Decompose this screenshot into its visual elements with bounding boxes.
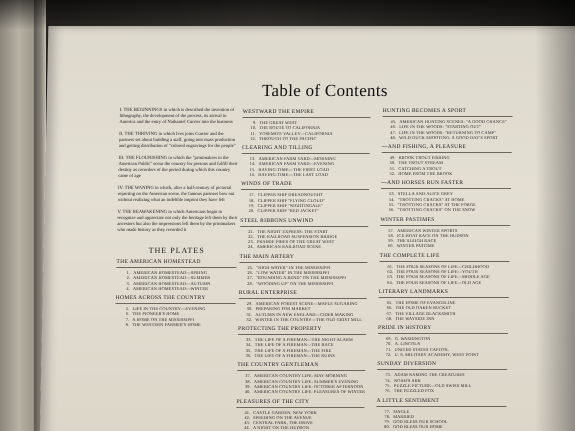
plate-number: 55.: [388, 201, 395, 207]
plate-number: 45.: [390, 119, 397, 124]
plate-title: THE WESTERN FARMER'S HOME: [132, 322, 201, 328]
plate-entry: [381, 171, 511, 176]
plate-title: CENTRAL PARK, THE DRIVE: [253, 420, 314, 426]
plate-entry: [382, 135, 512, 140]
plate-number: 38.: [245, 378, 252, 384]
plate-title: CLIPPER SHIP "RED JACKET": [257, 208, 320, 214]
plate-entry: [236, 425, 364, 430]
plate-title: CLIPPER SHIP DREADNOUGHT: [257, 192, 323, 198]
plate-entry: [239, 281, 367, 286]
section-heading: —AND HORSES RUN FASTER: [381, 180, 464, 187]
plate-title: THE ROUTE TO CALIFORNIA: [259, 125, 321, 131]
plate-number: 34.: [245, 342, 252, 348]
page-title: Table of Contents: [261, 81, 388, 100]
plate-title: THE FOUR SEASONS OF LIFE—OLD AGE: [395, 279, 482, 285]
plate-number: 26.: [247, 270, 254, 276]
plate-entry: [380, 243, 510, 248]
section-heading: HOMES ACROSS THE COUNTRY: [115, 295, 206, 302]
plate-number: 39.: [244, 383, 251, 389]
section-heading: THE COUNTRY GENTLEMAN: [237, 362, 319, 369]
plate-number: 78.: [384, 413, 391, 419]
plate-number: 19.: [248, 202, 255, 208]
section-rule: [382, 116, 512, 117]
plate-number: 74.: [385, 377, 392, 383]
plate-title: A NIGHT ON THE HUDSON: [252, 425, 310, 431]
plate-title: HOME FROM THE BROOK: [398, 171, 453, 177]
intro-chapter: [119, 132, 239, 150]
section-heading: CLEARING AND TILLING: [241, 145, 313, 152]
plate-title: PREPARING FOR MARKET: [255, 306, 311, 312]
plate-number: 66.: [386, 305, 393, 311]
plate-title: "TROTTING CRACKS" ON THE SNOW: [397, 207, 476, 213]
plate-title: AMERICAN HOMESTEAD—AUTUMN: [132, 280, 211, 286]
plate-number: 2.: [126, 275, 131, 281]
plate-title: THE OLD OAKEN BUCKET: [395, 305, 452, 311]
plate-title: THE PIONEER'S HOME: [132, 311, 180, 317]
plate-title: A. LINCOLN: [394, 341, 421, 347]
plate-number: 57.: [388, 227, 395, 233]
plate-title: NOAH'S ARK: [393, 377, 422, 383]
section-rule: [116, 303, 236, 304]
plate-number: 61.: [387, 263, 394, 269]
plate-number: 25.: [247, 264, 254, 270]
plate-number: 37.: [245, 373, 252, 379]
plate-title: THE NIGHT EXPRESS: THE START: [257, 228, 329, 234]
plate-number: 64.: [387, 279, 394, 285]
plate-entry: [380, 207, 510, 212]
plate-title: THE LIFE OF A FIREMAN—THE FIRE: [254, 347, 332, 353]
right-shadow: [535, 0, 575, 431]
plate-title: HAYING-TIME—THE FIRST LOAD: [258, 166, 330, 172]
plate-number: 47.: [390, 129, 397, 135]
section-rule: [379, 297, 509, 298]
plate-entry: [379, 280, 509, 285]
plate-title: LIFE IN THE WOODS: "STARTING OUT": [399, 124, 482, 130]
plate-entry: [377, 388, 507, 393]
chapter-number: I.: [119, 108, 123, 113]
plate-number: 67.: [386, 310, 393, 316]
chapter-number: IV.: [117, 186, 124, 191]
section-rule: [116, 267, 236, 268]
intro-chapter: [119, 108, 239, 126]
plate-entry: [238, 317, 366, 322]
plate-title: GOD BLESS OUR SCHOOL: [393, 419, 448, 425]
plate-entry: [115, 322, 235, 327]
plate-number: 43.: [244, 420, 251, 426]
plate-number: 33.: [245, 337, 252, 343]
plate-number: 15.: [249, 166, 256, 172]
chapter-text: THE THRIVING in which Ives joins Currier and the partners set about building a staff, going into mass production and getting distribution of "colored engravings for the people": [118, 132, 236, 149]
plate-number: 13.: [249, 156, 256, 162]
section-rule: [238, 334, 366, 335]
plate-title: THE FOUR SEASONS OF LIFE—MIDDLE AGE: [396, 274, 490, 280]
plate-number: 77.: [384, 408, 391, 414]
plate-title: THE RAILROAD SUSPENSION BRIDGE: [256, 233, 338, 239]
plate-number: 7.: [125, 316, 130, 322]
plate-number: 70.: [385, 341, 392, 347]
plate-title: AMERICAN RAILROAD SCENE: [256, 244, 322, 250]
intro-chapters: [117, 108, 240, 234]
plate-title: ICE-BOAT RACE ON THE HUDSON: [396, 232, 469, 238]
plate-title: THE WAYSIDE INN: [395, 315, 435, 321]
plate-number: 72.: [385, 352, 392, 358]
plate-title: GOD BLESS OUR HOME: [392, 424, 443, 430]
plate-number: 52.: [389, 171, 396, 177]
column-3: [376, 104, 513, 430]
plate-number: 1.: [126, 270, 131, 275]
plate-number: 4.: [126, 285, 130, 291]
plate-number: 35.: [245, 347, 252, 353]
plate-title: BROOK TROUT FISHING: [398, 155, 450, 161]
plate-number: 17.: [248, 192, 255, 198]
plate-number: 42.: [244, 414, 251, 420]
section-heading: PLEASURES OF THE CITY: [236, 398, 310, 405]
section-heading: PRIDE IN HISTORY: [378, 325, 432, 332]
plate-number: 69.: [385, 336, 392, 342]
plate-title: THE TROUT STREAM: [398, 160, 444, 166]
plate-entry: [242, 136, 370, 141]
section-heading: STEEL RIBBONS UNWIND: [240, 217, 314, 224]
top-shadow: [0, 0, 575, 30]
plate-number: 3.: [126, 280, 131, 286]
section-rule: [376, 406, 506, 407]
plate-number: 27.: [247, 275, 254, 281]
plate-number: 80.: [384, 424, 391, 430]
plate-number: 9.: [252, 120, 257, 125]
plate-number: 79.: [384, 419, 391, 425]
plate-title: YOSEMITE VALLEY—CALIFORNIA: [259, 130, 333, 136]
plate-number: 62.: [387, 269, 394, 275]
section-heading: HUNTING BECOMES A SPORT: [382, 108, 467, 114]
plate-number: 10.: [250, 125, 257, 131]
plate-number: 11.: [250, 130, 257, 136]
plate-number: 40.: [244, 389, 251, 395]
plate-title: THE LIFE OF A FIREMAN—THE RUINS: [254, 353, 336, 359]
section-heading: WESTWARD THE EMPIRE: [242, 109, 315, 115]
plate-title: AMERICAN COUNTRY LIFE: MAY MORNING: [254, 373, 348, 379]
plate-number: 6.: [125, 311, 130, 317]
section-heading: RURAL ENTERPRISE: [238, 289, 298, 296]
section-heading: SUNDAY DIVERSION: [377, 361, 437, 368]
plate-number: 63.: [387, 274, 394, 280]
plate-entry: [237, 389, 365, 394]
plate-title: AMERICAN COUNTRY LIFE: OCTOBER AFTERNOON: [253, 383, 364, 389]
plate-number: 44.: [244, 425, 251, 431]
plate-title: AMERICAN HOMESTEAD—WINTER: [132, 285, 209, 291]
section-heading: THE AMERICAN HOMESTEAD: [116, 259, 201, 265]
plate-title: "TROTTING CRACKS" AT HOME: [397, 196, 465, 202]
plate-title: CATCHING A TROUT: [398, 165, 442, 171]
section-rule: [237, 370, 365, 371]
plate-title: PRAIRIE FIRES OF THE GREAT WEST: [256, 239, 335, 245]
plate-number: 5.: [125, 306, 130, 312]
plate-title: AMERICAN HOMESTEAD—SPRING: [133, 270, 208, 275]
plate-title: AMERICAN HUNTING SCENES: "A GOOD CHANCE": [399, 119, 507, 124]
section-rule: [381, 188, 511, 189]
column-3-sections: [376, 108, 513, 430]
plate-number: 32.: [246, 316, 253, 322]
section-heading: WINDS OF TRADE: [241, 181, 293, 188]
plate-title: THE HOME OF EVANGELINE: [395, 299, 456, 305]
plate-number: 14.: [249, 161, 256, 167]
plate-number: 59.: [388, 238, 394, 244]
plate-number: 22.: [248, 233, 255, 239]
chapter-text: THE BEGINNINGS in which is described the invention of lithography, the development of the process, its arrival in America and the entry of Nathaniel Currier into the business: [119, 108, 235, 125]
section-heading: LITERARY LANDMARKS: [378, 288, 449, 295]
intro-chapter: [117, 210, 238, 234]
plate-number: 29.: [246, 300, 253, 306]
column-1: [115, 108, 240, 327]
plate-title: WILD DUCK SHOOTING: A GOOD DAY'S SPORT: [399, 134, 499, 140]
plate-entry: [240, 208, 368, 213]
plate-entry: [377, 352, 507, 357]
plate-number: 31.: [246, 311, 253, 317]
plate-title: THE LIFE OF A FIREMAN—THE NIGHT ALARM: [254, 337, 353, 343]
plate-title: THE FOUR SEASONS OF LIFE—CHILDHOOD: [396, 263, 490, 269]
plate-title: HAYING-TIME—THE LAST LOAD: [258, 172, 328, 178]
plate-number: 16.: [249, 172, 256, 178]
plate-number: 46.: [390, 124, 397, 130]
plate-number: 50.: [389, 160, 396, 166]
plate-title: AMERICAN FARM YARD—EVENING: [258, 161, 335, 167]
plate-title: "TROTTING CRACKS" AT THE FORGE: [397, 201, 476, 207]
plate-entry: [376, 424, 506, 429]
plate-number: 30.: [246, 306, 253, 312]
plate-number: 75.: [384, 382, 391, 388]
plate-title: THE FOUR SEASONS OF LIFE—YOUTH: [396, 269, 478, 275]
plate-entry: [378, 316, 508, 321]
plate-title: THE LIFE OF A FIREMAN—THE RACE: [254, 342, 334, 348]
section-rule: [380, 225, 510, 226]
column-1-sections: [115, 259, 236, 327]
plate-title: ADAM NAMING THE CREATURES: [394, 372, 465, 378]
plate-title: LIFE IN THE WOODS: "RETURNING TO CAMP": [399, 129, 497, 135]
plate-number: 68.: [386, 315, 393, 321]
plate-number: 56.: [388, 207, 395, 213]
plate-title: CLIPPER SHIP "FLYING CLOUD": [257, 197, 326, 203]
plate-number: 20.: [248, 208, 255, 214]
plate-number: 54.: [388, 196, 395, 202]
section-rule: [239, 262, 367, 263]
plate-number: 21.: [248, 228, 255, 234]
plate-title: STELLA AND ALICE GREY: [397, 191, 454, 197]
plate-title: THROUGH TO THE PACIFIC: [258, 135, 317, 141]
plate-number: 48.: [390, 134, 397, 140]
plate-number: 18.: [248, 197, 255, 203]
plate-title: WINTER PASTIME: [396, 243, 435, 249]
column-2: [236, 105, 371, 431]
plate-title: G. WASHINGTON: [394, 336, 431, 342]
plate-title: AMERICAN COUNTRY LIFE: SUMMER'S EVENING: [253, 378, 359, 384]
plate-title: SPEEDING ON THE AVENUE: [253, 414, 312, 420]
section-heading: WINTER PASTIMES: [380, 216, 435, 223]
plate-title: THE PUZZLED FOX: [393, 388, 435, 394]
plate-entry: [240, 244, 368, 249]
plate-number: 53.: [389, 191, 395, 197]
plate-number: 23.: [248, 239, 254, 245]
intro-chapter: [118, 186, 238, 204]
plate-number: 51.: [389, 165, 396, 171]
section-rule: [377, 369, 507, 370]
plate-title: "HIGH WATER" IN THE MISSISSIPPI: [256, 264, 331, 270]
plate-title: MARRIED: [393, 413, 415, 419]
plate-title: AMERICAN HOMESTEAD—SUMMER: [133, 275, 211, 281]
plate-entry: [237, 353, 365, 358]
section-rule: [239, 298, 367, 299]
plate-title: U. S. MILITARY ACADEMY, WEST POINT: [394, 352, 480, 358]
plate-title: WINTER IN THE COUNTRY—THE OLD GRIST MILL: [255, 316, 363, 322]
plate-title: AUTUMN IN NEW ENGLAND—CIDER MAKING: [255, 311, 354, 317]
plate-title: "ROUNDING A BEND" ON THE MISSISSIPPI: [256, 275, 347, 281]
plate-title: AMERICAN FOREST SCENE—MAPLE SUGARING: [255, 300, 358, 306]
chapter-number: III.: [118, 156, 125, 161]
section-rule: [241, 189, 369, 190]
plate-title: "LOW WATER" IN THE MISSISSIPPI: [256, 270, 330, 276]
section-heading: —AND FISHING, A PLEASURE: [381, 144, 467, 151]
section-rule: [242, 153, 370, 154]
plate-title: CLIPPER SHIP "NIGHTINGALE": [257, 202, 323, 208]
plate-entry: [241, 172, 369, 177]
section-heading: THE MAIN ARTERY: [239, 253, 295, 260]
plate-number: 24.: [247, 244, 254, 250]
chapter-number: II.: [119, 132, 124, 137]
plate-title: "WOODING UP" ON THE MISSISSIPPI: [255, 280, 334, 286]
section-rule: [242, 117, 370, 118]
chapter-number: V.: [117, 210, 122, 215]
plate-title: LIFE IN THE COUNTRY—EVENING: [132, 306, 206, 312]
plate-title: AMERICAN FARM YARD—MORNING: [258, 156, 336, 162]
plate-number: 76.: [384, 388, 391, 394]
plate-title: THE GREAT WEST: [259, 120, 298, 125]
plate-title: AMERICAN COUNTRY LIFE: PLEASURES OF WINTER: [253, 389, 366, 395]
plate-number: 8.: [125, 322, 130, 328]
section-rule: [378, 333, 508, 334]
plate-title: A HOME ON THE MISSISSIPPI: [132, 316, 195, 322]
plate-title: THE VILLAGE BLACKSMITH: [395, 310, 456, 316]
plate-number: 41.: [244, 409, 251, 415]
contents-page: [40, 26, 575, 431]
plate-entry: [116, 286, 236, 291]
plate-title: SINGLE: [393, 408, 410, 414]
section-heading: PROTECTING THE PROPERTY: [237, 326, 322, 333]
plate-number: 36.: [245, 353, 252, 359]
plate-number: 28.: [247, 280, 254, 286]
chapter-text: THE WANING in which, after a half-century of pictorial reporting on the American scene, the famous partners bow out without realizing what an indelible imprint they have left: [117, 186, 235, 203]
plate-title: CASTLE GARDEN, NEW YORK: [253, 409, 317, 415]
plate-title: UNITED STATES CAPITOL: [394, 346, 449, 352]
plate-title: PUZZLE PICTURE—OLD SWISS MILL: [393, 382, 472, 388]
plate-title: AMERICAN WINTER SPORTS: [397, 227, 458, 233]
chapter-text: THE REAWAKENING in which Americans begin to recognize and appreciate not only the heritage left them by their ancestors but also the impressions left them by the printmakers who made history as they recorded it: [117, 210, 238, 233]
plate-number: 73.: [385, 372, 392, 378]
intro-chapter: [118, 156, 239, 180]
section-heading: A LITTLE SENTIMENT: [376, 397, 440, 404]
plate-number: 12.: [250, 135, 257, 141]
section-rule: [379, 261, 509, 262]
section-rule: [382, 152, 512, 153]
plate-title: THE SLEIGH RACE: [396, 238, 437, 244]
section-heading: THE COMPLETE LIFE: [379, 252, 440, 259]
plates-heading: THE PLATES: [148, 246, 205, 255]
chapter-text: THE FLOURISHING in which the "printmakers to the American Public" scour the country for persons and fulfill their destiny as recorders of the period during which this country came of age: [118, 156, 238, 179]
left-page-edge: [0, 0, 34, 431]
plate-number: 49.: [389, 155, 396, 161]
plate-number: 71.: [385, 346, 392, 352]
column-2-sections: [236, 109, 371, 431]
plate-number: 58.: [388, 232, 395, 238]
plate-number: 60.: [387, 243, 394, 249]
plate-number: 65.: [386, 299, 393, 305]
section-rule: [236, 407, 364, 408]
section-rule: [240, 226, 368, 227]
